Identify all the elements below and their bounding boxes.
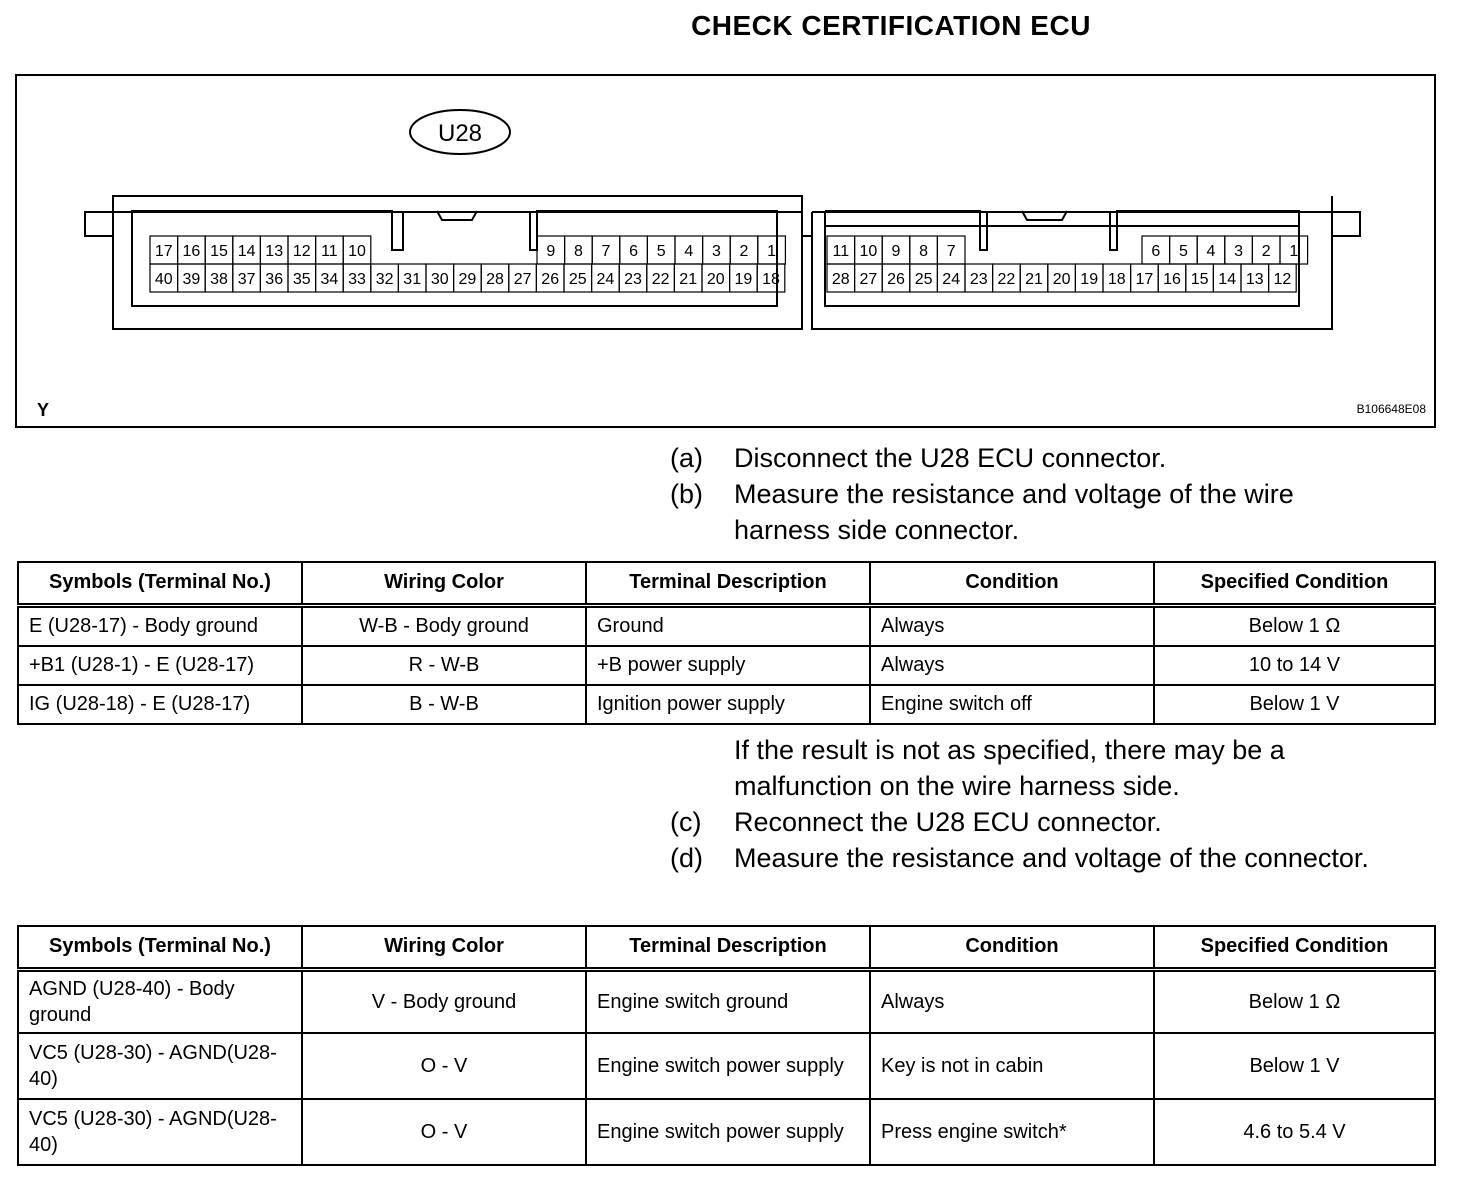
terminal-number: 18	[762, 271, 780, 288]
terminal-number: 36	[265, 271, 284, 288]
terminal-number: 12	[1273, 271, 1292, 288]
terminal-number: 9	[546, 243, 556, 260]
terminal-number: 5	[656, 243, 666, 260]
terminal-number: 4	[1206, 243, 1216, 260]
step-text: Measure the resistance and voltage of the connector.	[734, 843, 1369, 873]
terminal-number: 11	[321, 243, 338, 260]
cell-condition: Always	[870, 606, 1154, 647]
terminal-number: 4	[684, 243, 694, 260]
cell-specified: Below 1 Ω	[1154, 606, 1435, 647]
header-terminal-description: Terminal Description	[586, 562, 870, 606]
terminal-number: 23	[624, 271, 642, 288]
terminal-number: 19	[1080, 271, 1099, 288]
terminal-number: 1	[1289, 243, 1299, 260]
terminal-number: 3	[1234, 243, 1244, 260]
cell-specified: 10 to 14 V	[1154, 646, 1435, 685]
terminal-number: 10	[859, 243, 878, 260]
terminal-number: 29	[458, 271, 477, 288]
terminal-number: 20	[706, 271, 725, 288]
table-row	[18, 606, 1435, 647]
terminal-number: 2	[739, 243, 749, 260]
terminal-number: 10	[348, 243, 366, 260]
header-specified-condition: Specified Condition	[1154, 926, 1435, 970]
terminal-number: 31	[403, 271, 422, 288]
terminal-number: 5	[1178, 243, 1188, 260]
table-header-row	[18, 926, 1435, 970]
terminal-number: 7	[946, 243, 956, 260]
cell-specified: Below 1 V	[1154, 685, 1435, 724]
cell-wiring-color: V - Body ground	[302, 970, 586, 1033]
cell-condition: Always	[870, 970, 1154, 1033]
terminal-number: 24	[596, 271, 615, 288]
cell-wiring-color: B - W-B	[302, 685, 586, 724]
terminal-number: 39	[182, 271, 201, 288]
terminal-number: 25	[568, 271, 587, 288]
terminal-number: 12	[292, 243, 311, 260]
header-condition: Condition	[870, 926, 1154, 970]
header-condition: Condition	[870, 562, 1154, 606]
header-wiring-color: Wiring Color	[302, 926, 586, 970]
terminal-number: 16	[1163, 271, 1181, 288]
step-text: Reconnect the U28 ECU connector.	[734, 807, 1162, 837]
terminal-number: 11	[832, 243, 850, 260]
cell-symbols: VC5 (U28-30) - AGND(U28-40)	[18, 1033, 302, 1099]
cell-condition: Key is not in cabin	[870, 1033, 1154, 1099]
terminal-number: 17	[1135, 271, 1154, 288]
terminal-number: 13	[265, 243, 284, 260]
cell-specified: Below 1 Ω	[1154, 970, 1435, 1033]
terminal-number: 14	[1218, 271, 1237, 288]
cell-symbols: E (U28-17) - Body ground	[18, 606, 302, 647]
cell-symbols: AGND (U28-40) - Body ground	[18, 970, 302, 1033]
terminal-number: 33	[348, 271, 366, 288]
table-row	[18, 1099, 1435, 1165]
step-label: (d)	[670, 843, 703, 873]
cell-specified: 4.6 to 5.4 V	[1154, 1099, 1435, 1165]
terminal-number: 26	[887, 271, 905, 288]
cell-description: Engine switch power supply	[586, 1099, 870, 1165]
terminal-number: 20	[1052, 271, 1071, 288]
cell-condition: Engine switch off	[870, 685, 1154, 724]
terminal-number: 6	[1151, 243, 1161, 260]
cell-description: +B power supply	[586, 646, 870, 685]
terminal-number: 28	[486, 271, 504, 288]
terminal-number: 30	[430, 271, 449, 288]
step-b	[670, 476, 1384, 548]
cell-description: Engine switch ground	[586, 970, 870, 1033]
terminal-number: 16	[182, 243, 201, 260]
table-row	[18, 1033, 1435, 1099]
header-wiring-color: Wiring Color	[302, 562, 586, 606]
cell-symbols: VC5 (U28-30) - AGND(U28-40)	[18, 1099, 302, 1165]
cell-wiring-color: O - V	[302, 1099, 586, 1165]
connector-figure	[15, 74, 1436, 428]
terminal-number: 34	[320, 271, 339, 288]
step-d	[670, 840, 1384, 876]
header-specified-condition: Specified Condition	[1154, 562, 1435, 606]
table-row	[18, 970, 1435, 1033]
terminal-number: 26	[541, 271, 560, 288]
terminal-number: 6	[629, 243, 639, 260]
cell-symbols: +B1 (U28-1) - E (U28-17)	[18, 646, 302, 685]
terminal-number: 15	[210, 243, 228, 260]
terminal-number: 22	[651, 271, 670, 288]
terminal-number: 22	[997, 271, 1016, 288]
terminal-number: 38	[210, 271, 228, 288]
step-label: (b)	[670, 479, 703, 509]
steps-top	[670, 440, 1384, 548]
step-text: Measure the resistance and voltage of the wire harness side connector.	[734, 479, 1294, 545]
cell-description: Engine switch power supply	[586, 1033, 870, 1099]
cell-specified: Below 1 V	[1154, 1033, 1435, 1099]
terminal-number: 25	[914, 271, 933, 288]
table-row	[18, 646, 1435, 685]
cell-wiring-color: R - W-B	[302, 646, 586, 685]
cell-description: Ignition power supply	[586, 685, 870, 724]
cell-symbols: IG (U28-18) - E (U28-17)	[18, 685, 302, 724]
terminal-number: 3	[711, 243, 721, 260]
terminal-number: 1	[767, 243, 777, 260]
table-header-row	[18, 562, 1435, 606]
terminal-number: 15	[1190, 271, 1209, 288]
terminal-number: 9	[891, 243, 901, 260]
steps-bottom	[670, 732, 1384, 876]
spec-table-connector	[17, 925, 1436, 1166]
step-c	[670, 804, 1384, 840]
terminal-number: 37	[237, 271, 256, 288]
terminal-number: 14	[237, 243, 256, 260]
terminal-number: 40	[154, 271, 173, 288]
cell-condition: Press engine switch*	[870, 1099, 1154, 1165]
terminal-number: 35	[292, 271, 311, 288]
terminal-number: 7	[601, 243, 611, 260]
terminal-number: 19	[734, 271, 753, 288]
connector-label: U28	[437, 120, 483, 147]
terminal-number: 24	[942, 271, 961, 288]
figure-corner-letter: Y	[37, 400, 50, 420]
step-label: (a)	[670, 443, 703, 473]
cell-description: Ground	[586, 606, 870, 647]
spec-table-harness	[17, 561, 1436, 725]
table-row	[18, 685, 1435, 724]
terminal-number: 32	[375, 271, 394, 288]
terminal-number: 8	[919, 243, 929, 260]
step-label: (c)	[670, 807, 702, 837]
cell-wiring-color: O - V	[302, 1033, 586, 1099]
result-note-text: If the result is not as specified, there may be a malfunction on the wire harness side.	[734, 735, 1285, 801]
cell-condition: Always	[870, 646, 1154, 685]
terminal-number: 13	[1245, 271, 1264, 288]
terminal-number: 21	[679, 271, 698, 288]
figure-id: B106648E08	[1356, 402, 1426, 416]
step-text: Disconnect the U28 ECU connector.	[734, 443, 1167, 473]
terminal-number: 2	[1261, 243, 1271, 260]
terminal-number: 21	[1025, 271, 1043, 288]
terminal-number: 27	[859, 271, 878, 288]
cell-wiring-color: W-B - Body ground	[302, 606, 586, 647]
step-a	[670, 440, 1384, 476]
result-note	[670, 732, 1384, 804]
terminal-number: 18	[1107, 271, 1126, 288]
header-symbols: Symbols (Terminal No.)	[18, 562, 302, 606]
terminal-number: 17	[154, 243, 173, 260]
terminal-number: 8	[573, 243, 583, 260]
terminal-number: 27	[513, 271, 532, 288]
header-symbols: Symbols (Terminal No.)	[18, 926, 302, 970]
terminal-number: 28	[831, 271, 850, 288]
page-title: CHECK CERTIFICATION ECU	[691, 10, 1091, 41]
connector-diagram	[17, 76, 1438, 430]
terminal-number: 23	[969, 271, 988, 288]
header-terminal-description: Terminal Description	[586, 926, 870, 970]
